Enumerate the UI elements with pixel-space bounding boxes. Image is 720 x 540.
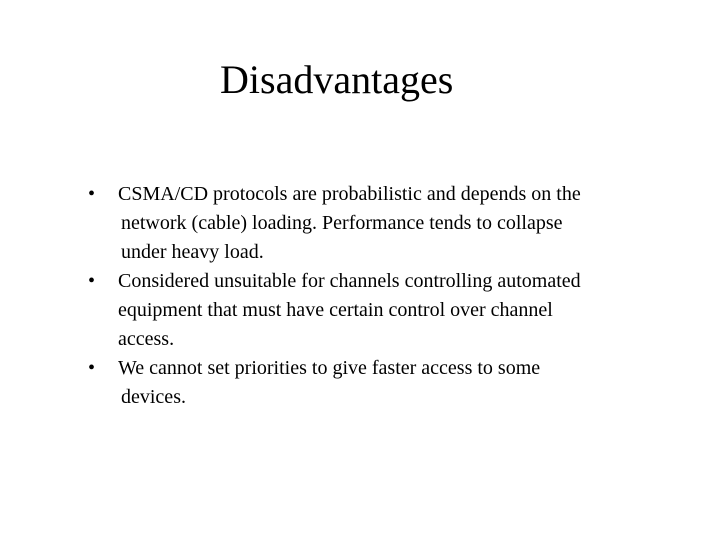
bullet-line: network (cable) loading. Performance tends to collapse [121, 212, 563, 234]
bullet-dot: • [88, 183, 96, 205]
bullet-dot: • [88, 270, 96, 292]
bullet-line: CSMA/CD protocols are probabilistic and depends on the [118, 183, 581, 205]
bullet-line: We cannot set priorities to give faster access to some [118, 357, 541, 379]
bullet-line: Considered unsuitable for channels controlling automated [118, 270, 581, 292]
bullet-item-priorities [88, 354, 698, 412]
bullet-dot: • [88, 357, 96, 379]
bullet-line: equipment that must have certain control over channel [118, 299, 553, 321]
bullet-line: access. [118, 328, 175, 350]
slide-title: Disadvantages [220, 57, 454, 102]
bullet-line: devices. [121, 386, 186, 408]
bullet-list [88, 180, 698, 412]
bullet-item-unsuitable [88, 267, 698, 354]
bullet-item-csma-cd [88, 180, 698, 267]
bullet-line: under heavy load. [121, 241, 264, 263]
